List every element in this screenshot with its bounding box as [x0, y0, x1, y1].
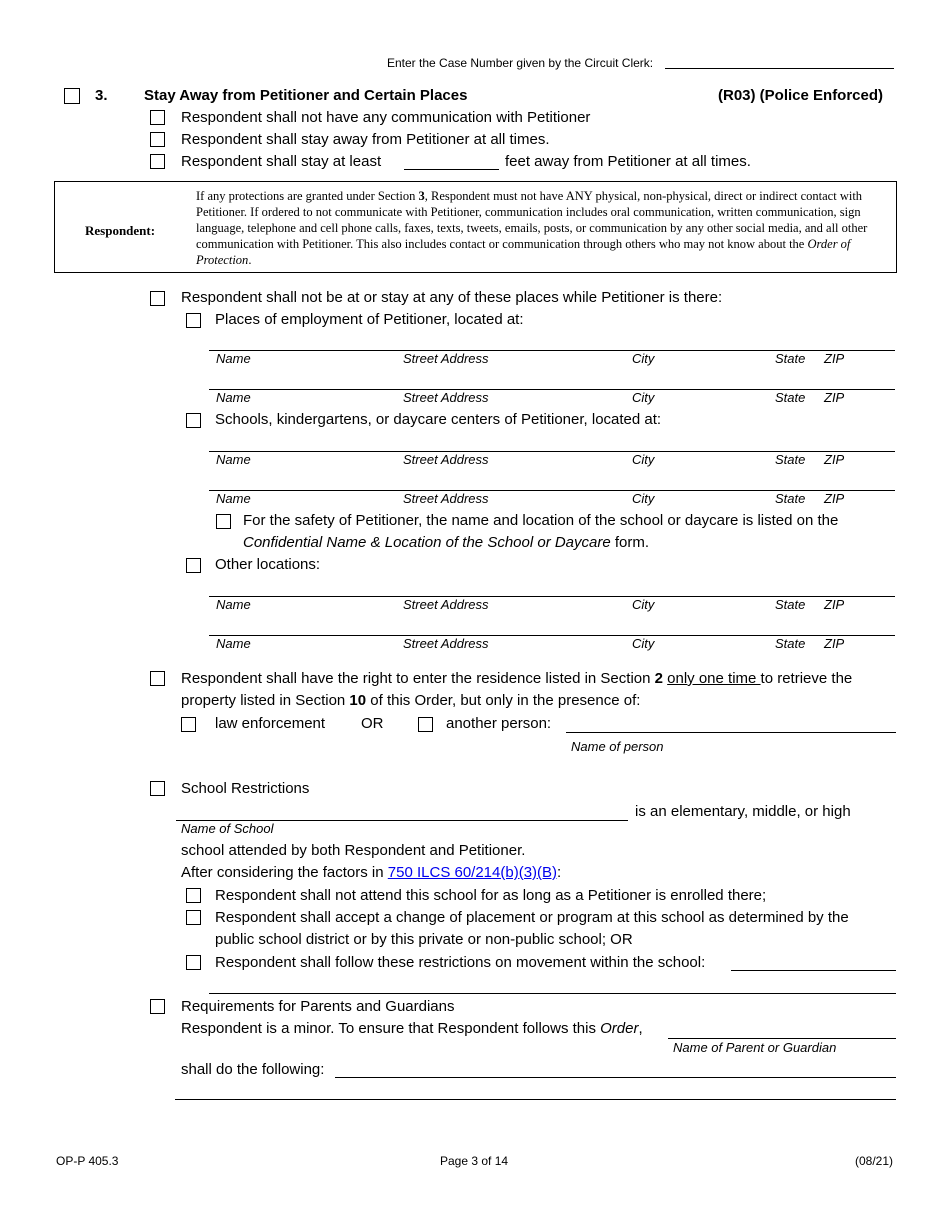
- schools-checkbox[interactable]: [186, 413, 201, 428]
- attended-by-label: school attended by both Respondent and Petitioner.: [181, 842, 526, 859]
- law-enforcement-checkbox[interactable]: [181, 717, 196, 732]
- name-of-person-caption: Name of person: [571, 739, 664, 754]
- section-title: Stay Away from Petitioner and Certain Places: [144, 87, 468, 104]
- another-person-checkbox[interactable]: [418, 717, 433, 732]
- schools-label: Schools, kindergartens, or daycare centers of Petitioner, located at:: [215, 411, 662, 428]
- name-of-school-caption: Name of School: [181, 821, 274, 836]
- section-number: 3.: [95, 87, 108, 104]
- notice-label: Respondent:: [85, 223, 156, 238]
- stay-away-label: Respondent shall stay away from Petitioner at all times.: [181, 131, 550, 148]
- case-number-field[interactable]: [665, 68, 894, 69]
- stay-away-checkbox[interactable]: [150, 132, 165, 147]
- col-city: City: [632, 636, 655, 651]
- another-person-label: another person:: [446, 715, 552, 732]
- col-street: Street Address: [403, 351, 489, 366]
- parents-checkbox[interactable]: [150, 999, 165, 1014]
- case-number-label: Enter the Case Number given by the Circuit Clerk:: [387, 56, 654, 70]
- or-label: OR: [361, 715, 384, 732]
- col-city: City: [632, 597, 655, 612]
- employment-label: Places of employment of Petitioner, located at:: [215, 311, 524, 328]
- no-communication-checkbox[interactable]: [150, 110, 165, 125]
- not-attend-label: Respondent shall not attend this school for as long as a Petitioner is enrolled there;: [215, 887, 767, 904]
- section3-checkbox[interactable]: [64, 88, 80, 104]
- after-considering-label: After considering the factors in 750 ILCS 60/214(b)(3)(B):: [181, 864, 562, 881]
- other-locations-label: Other locations:: [215, 556, 321, 573]
- col-street: Street Address: [403, 390, 489, 405]
- col-zip: ZIP: [824, 452, 845, 467]
- col-name: Name: [216, 390, 251, 405]
- stay-distance-label-pre: Respondent shall stay at least: [181, 153, 382, 170]
- col-zip: ZIP: [824, 636, 845, 651]
- residence-line-2: property listed in Section 10 of this Order, but only in the presence of:: [181, 692, 641, 709]
- stay-distance-checkbox[interactable]: [150, 154, 165, 169]
- confidential-label-2: Confidential Name & Location of the School or Daycare form.: [243, 534, 650, 551]
- feet-distance-field[interactable]: [404, 169, 499, 170]
- parent-name-field[interactable]: [668, 1038, 896, 1039]
- restrictions-field-1[interactable]: [731, 970, 896, 971]
- parents-title: Requirements for Parents and Guardians: [181, 998, 455, 1015]
- statute-link[interactable]: 750 ILCS 60/214(b)(3)(B): [387, 864, 558, 881]
- places-checkbox[interactable]: [150, 291, 165, 306]
- col-city: City: [632, 491, 655, 506]
- form-id: OP-P 405.3: [56, 1154, 119, 1168]
- col-street: Street Address: [403, 491, 489, 506]
- col-state: State: [775, 390, 806, 405]
- section-code: (R03) (Police Enforced): [718, 87, 884, 104]
- col-state: State: [775, 491, 806, 506]
- stay-distance-label-post: feet away from Petitioner at all times.: [505, 153, 751, 170]
- col-zip: ZIP: [824, 491, 845, 506]
- col-name: Name: [216, 597, 251, 612]
- col-zip: ZIP: [824, 390, 845, 405]
- col-zip: ZIP: [824, 597, 845, 612]
- school-restrictions-title: School Restrictions: [181, 780, 310, 797]
- no-communication-label: Respondent shall not have any communication with Petitioner: [181, 109, 591, 126]
- shall-do-field-2[interactable]: [175, 1099, 896, 1100]
- col-street: Street Address: [403, 636, 489, 651]
- page-number: Page 3 of 14: [440, 1154, 509, 1168]
- accept-change-label-2: public school district or by this private or non-public school; OR: [215, 931, 633, 948]
- accept-change-checkbox[interactable]: [186, 910, 201, 925]
- col-name: Name: [216, 636, 251, 651]
- col-zip: ZIP: [824, 351, 845, 366]
- col-name: Name: [216, 351, 251, 366]
- col-city: City: [632, 452, 655, 467]
- col-state: State: [775, 636, 806, 651]
- shall-do-field-1[interactable]: [335, 1077, 896, 1078]
- follow-restrictions-label: Respondent shall follow these restrictions on movement within the school:: [215, 954, 706, 971]
- col-name: Name: [216, 452, 251, 467]
- law-enforcement-label: law enforcement: [215, 715, 326, 732]
- name-of-person-field[interactable]: [566, 732, 896, 733]
- form-date: (08/21): [855, 1154, 894, 1168]
- is-elementary-label: is an elementary, middle, or high: [635, 803, 851, 820]
- parent-name-caption: Name of Parent or Guardian: [673, 1040, 837, 1055]
- shall-do-label: shall do the following:: [181, 1061, 325, 1078]
- col-city: City: [632, 351, 655, 366]
- minor-label: Respondent is a minor. To ensure that Respondent follows this Order,: [181, 1020, 643, 1037]
- col-street: Street Address: [403, 597, 489, 612]
- follow-restrictions-checkbox[interactable]: [186, 955, 201, 970]
- employment-checkbox[interactable]: [186, 313, 201, 328]
- col-state: State: [775, 452, 806, 467]
- school-restrictions-checkbox[interactable]: [150, 781, 165, 796]
- col-name: Name: [216, 491, 251, 506]
- restrictions-field-2[interactable]: [209, 993, 896, 994]
- other-locations-checkbox[interactable]: [186, 558, 201, 573]
- notice-text: If any protections are granted under Section 3, Respondent must not have ANY physical, non-physical, direct or indirect contact with Petitioner. If ordered to not communicate with Petitioner, communication includes oral communication, written communication, sign language, telephone and cell phone calls, faxes, texts, tweets, emails, posts, or communication by any other social media, and all other communication with Petitioner. This also includes contact or communication through others who may not know about the Order of Protection.: [196, 189, 868, 267]
- confidential-label-1: For the safety of Petitioner, the name and location of the school or daycare is listed on the: [243, 512, 839, 529]
- col-state: State: [775, 351, 806, 366]
- places-intro: Respondent shall not be at or stay at any of these places while Petitioner is there:: [181, 289, 723, 306]
- confidential-checkbox[interactable]: [216, 514, 231, 529]
- col-state: State: [775, 597, 806, 612]
- residence-line-1: Respondent shall have the right to enter the residence listed in Section 2 only one time to retrieve the: [181, 670, 853, 687]
- residence-checkbox[interactable]: [150, 671, 165, 686]
- not-attend-checkbox[interactable]: [186, 888, 201, 903]
- col-city: City: [632, 390, 655, 405]
- accept-change-label-1: Respondent shall accept a change of placement or program at this school as determined by the: [215, 909, 849, 926]
- col-street: Street Address: [403, 452, 489, 467]
